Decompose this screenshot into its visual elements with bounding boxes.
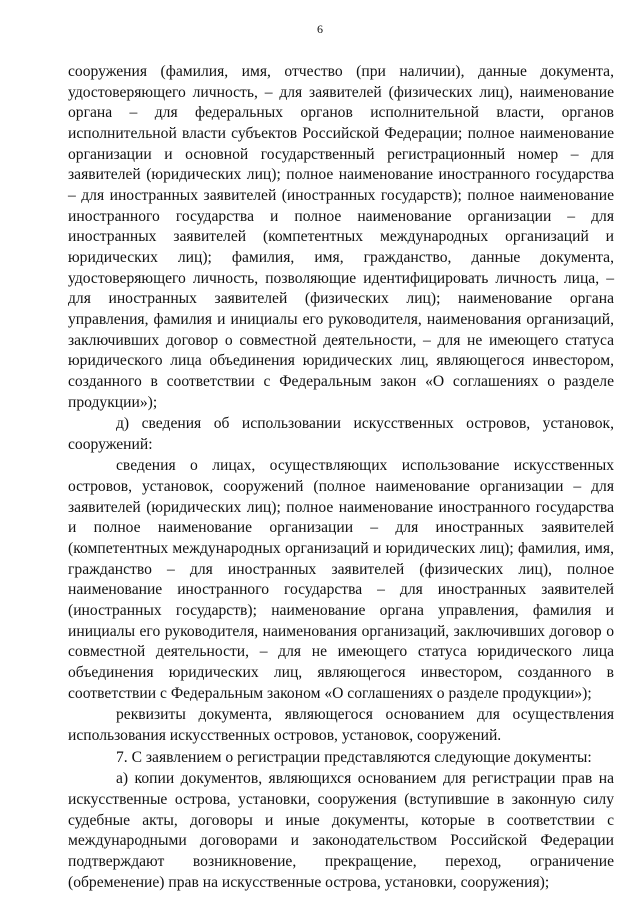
paragraph-document-requisites: реквизиты документа, являющегося основанием для осуществления использования искусственных островов, установок, сооружений.: [68, 706, 614, 744]
paragraph-item-d-heading: д) сведения об использовании искусственных островов, установок, сооружений:: [68, 415, 614, 453]
page-number: 6: [317, 22, 323, 36]
paragraph-clause-7: 7. С заявлением о регистрации представляются следующие документы:: [116, 748, 592, 766]
paragraph-item-a-copies: а) копии документов, являющихся основанием для регистрации прав на искусственные острова, установки, сооружения (вступившие в законную силу судебные акты, договоры и иные документы, которые в соответствии с международными договорами и законодательством Российской Федерации подтверждают возникновение, прекращение, переход, ограничение (обременение) прав на искусственные острова, установки, сооружения);: [68, 770, 614, 891]
document-body: [68, 62, 614, 893]
paragraph-persons-using-islands: сведения о лицах, осуществляющих использование искусственных островов, установок, сооружений (полное наименование организации – для заявителей (юридических лиц); полное наименование иностранного государства и полное наименование организации – для иностранных заявителей (компетентных международных организаций и юридических лиц); фамилия, имя, гражданство – для иностранных заявителей (физических лиц), полное наименование иностранного государства – для иностранных заявителей (иностранных государств); наименование органа управления, фамилия и инициалы его руководителя, наименования организаций, заключивших договор о совместной деятельности, – для не имеющего статуса юридического лица объединения юридических лиц, являющегося инвестором, созданного в соответствии с Федеральным законом «О соглашениях о разделе продукции»);: [68, 457, 614, 702]
paragraph-applicant-details: сооружения (фамилия, имя, отчество (при наличии), данные документа, удостоверяющего личность, – для заявителей (физических лиц), наименование органа – для федеральных органов исполнительной власти, органов исполнительной власти субъектов Российской Федерации; полное наименование организации и основной государственный регистрационный номер – для заявителей (юридических лиц); полное наименование иностранного государства – для иностранных заявителей (иностранных государств); полное наименование иностранного государства и полное наименование организации – для иностранных заявителей (компетентных международных организаций и юридических лиц); фамилия, имя, гражданство, данные документа, удостоверяющего личность, позволяющие идентифицировать личность лица, – для иностранных заявителей (физических лиц); наименование органа управления, фамилия и инициалы его руководителя, наименования организаций, заключивших договор о совместной деятельности, – для не имеющего статуса юридического лица объединения юридических лиц, являющегося инвестором, созданного в соответствии с Федеральным закон «О соглашениях о разделе продукции»);: [68, 63, 614, 411]
